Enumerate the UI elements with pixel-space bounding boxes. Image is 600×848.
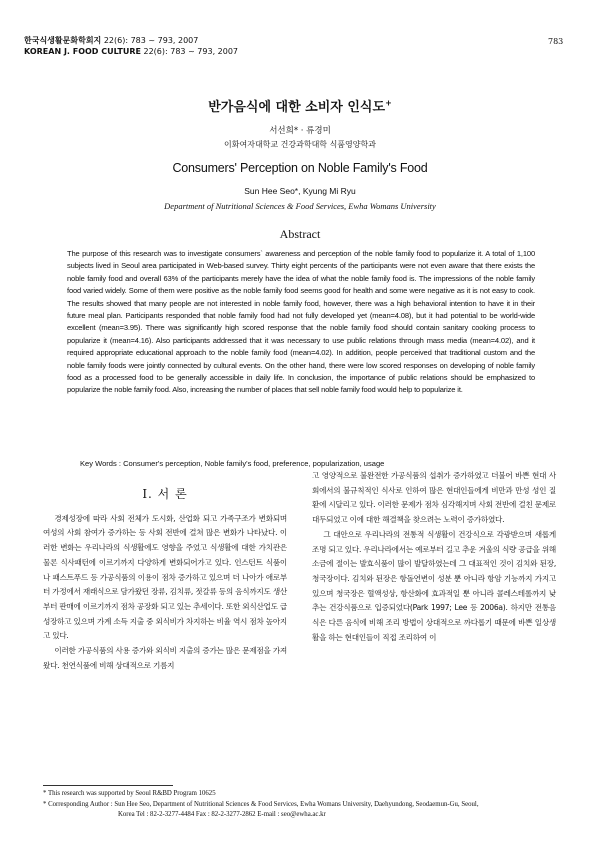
title-footnote-mark: + [385,98,392,108]
title-korean [0,96,600,115]
footnote-contact: Korea Tel : 82-2-3277-4484 Fax : 82-2-3277-2862 E-mail : seo@ewha.ac.kr [118,811,326,818]
journal-volume-ko: 22(6): 783 ~ 793, 2007 [103,36,199,45]
authors-english: Sun Hee Seo*, Kyung Mi Ryu [244,186,356,196]
affiliation-english: Department of Nutritional Sciences & Food Services, Ewha Womans University [164,201,436,211]
journal-name-ko: 한국식생활문화학회지 [24,36,102,45]
page-number: 783 [548,37,564,46]
journal-volume-en: 22(6): 783 ~ 793, 2007 [143,47,239,56]
paragraph: 그 대안으로 우리나라의 전통적 식생활이 건강식으로 각광받으며 새롭게 조명 되고 있다. 우리나라에서는 예로부터 길고 추운 겨울의 식량 공급을 위해 소금에 절이는 발효식품이 많이 발달하였는데 그 대표적인 것이 김치와 된장, 청국장이다. 김치와 된장은 항돌연변이 성분 뿐 아니라 항암 기능까지 가지고 있으며 청국장은 혈액성상, 항산화에 효과적일 뿐 아니라 콜레스테롤까지 낮추는 건강식품으로 입증되었다(Park 1997; Lee 등 2006a). 하지만 전통음식은 다른 음식에 비해 조리 방법이 상대적으로 까다롭기 때문에 바쁜 일상생활을 하는 현대인들이 직접 조리하여 이 [312,529,556,642]
keywords-label: Key Words : [80,459,121,468]
footnote-divider [43,785,173,786]
footnote-funding: * This research was supported by Seoul R&BD Program 10625 [43,790,216,797]
keywords [80,459,540,468]
paragraph: 고 영양적으로 불완전한 가공식품의 섭취가 증가하였고 더불어 바쁜 현대 사회에서의 불규칙적인 식사로 인하여 많은 현대인들에게 비만과 만성 성인 질환에 시달리고 있다. 이러한 문제가 점차 심각해지며 사회 전반에 걸친 문제로 대두되었고 이에 대한 해결책을 찾으려는 노력이 증가하였다. [312,471,556,525]
footnote-corresponding-author: * Corresponding Author : Sun Hee Seo, Department of Nutritional Sciences & Food Services, Ewha Womans University, Daehyundong, Seodaemun-Gu, Seoul, [43,800,479,808]
keywords-text: Consumer's perception, Noble family's food, preference, popularization, usage [123,459,385,468]
affiliation-korean: 이화여자대학교 건강과학대학 식품영양학과 [224,140,376,149]
paragraph: 경제성장에 따라 사회 전체가 도시화, 산업화 되고 가족구조가 변화되며 여성의 사회 참여가 증가하는 등 사회 전반에 걸쳐 많은 변화가 나타났다. 이러한 변화는 우리나라의 식생활에도 영향을 주었고 식생활에 대한 가치관은 물론 식사패턴에 이르기까지 다양하게 변화되어가고 있다. 인스턴트 식품이나 패스트푸드 등 가공식품의 이용이 점차 증가하고 있으며 더 나아가 애로부터 가정에서 재래식으로 담가왔던 장류, 김치류, 젓갈류 등의 음식까지도 생산부터 판매에 이르기까지 점차 공장화 되고 있는 추세이다. 또한 외식산업도 급성장하고 있으며 가계 소득 지출 중 외식비가 차지하는 비율 역시 점차 높아지고 있다. [43,513,287,641]
journal-name-en: KOREAN J. FOOD CULTURE [24,47,141,56]
title-english: Consumers' Perception on Noble Family's Food [172,161,428,175]
body-column-right [312,469,556,645]
body-column-left [43,483,287,673]
abstract-body: The purpose of this research was to investigate consumers` awareness and perception of the noble family food to popularize it. A total of 1,100 subjects lived in Seoul area participated in Web-based survey. Thirty eight percents of the participants were not even aware that there exists the noble family food and overall 63% of the participants merely have the idea of what the noble family food is. The impressions of the noble family food varied widely. Some of them were positive as the noble family food seems good for health and some were negative as it is not easy to cook. The results showed that many people are not interested in noble family food, however, there was a high behavioral intention to have it in their future meal plan. Participants responded that noble family food had not fully developed yet (mean=4.08), but it had potential to be world-wide excellent (mean=3.95). There was significantly high scored response that the noble family food should contain sanitary cooking process to popularize it (mean=4.16). Also participants addressed that it was necessary to use public relations through mass media (mean=4.02), and it required appropriate educational approach to the noble family food (mean=4.02). In addition, people perceived that traditional custom and the noble family foods were jointly connected by cultural events. On the other hand, there were low scored responses on developing of noble family food as a processed food to be generally accessible in daily life. In conclusion, the importance of public relations should be emphasized to popularize the noble family food. Also, increasing the number of places that sell noble family food would help to popularize it. [67,249,535,395]
journal-header [24,35,238,57]
abstract-heading: Abstract [279,227,321,241]
title-korean-text: 반가음식에 대한 소비자 인식도 [208,100,386,115]
paragraph: 이러한 가공식품의 사용 증가와 외식비 지출의 증가는 많은 문제점을 가져왔다. 천연식품에 비해 상대적으로 기름지 [43,646,287,670]
footnotes [43,789,563,821]
section-heading-introduction: Ⅰ. 서 론 [142,487,188,501]
authors-korean: 서선희* · 류경미 [269,126,331,136]
